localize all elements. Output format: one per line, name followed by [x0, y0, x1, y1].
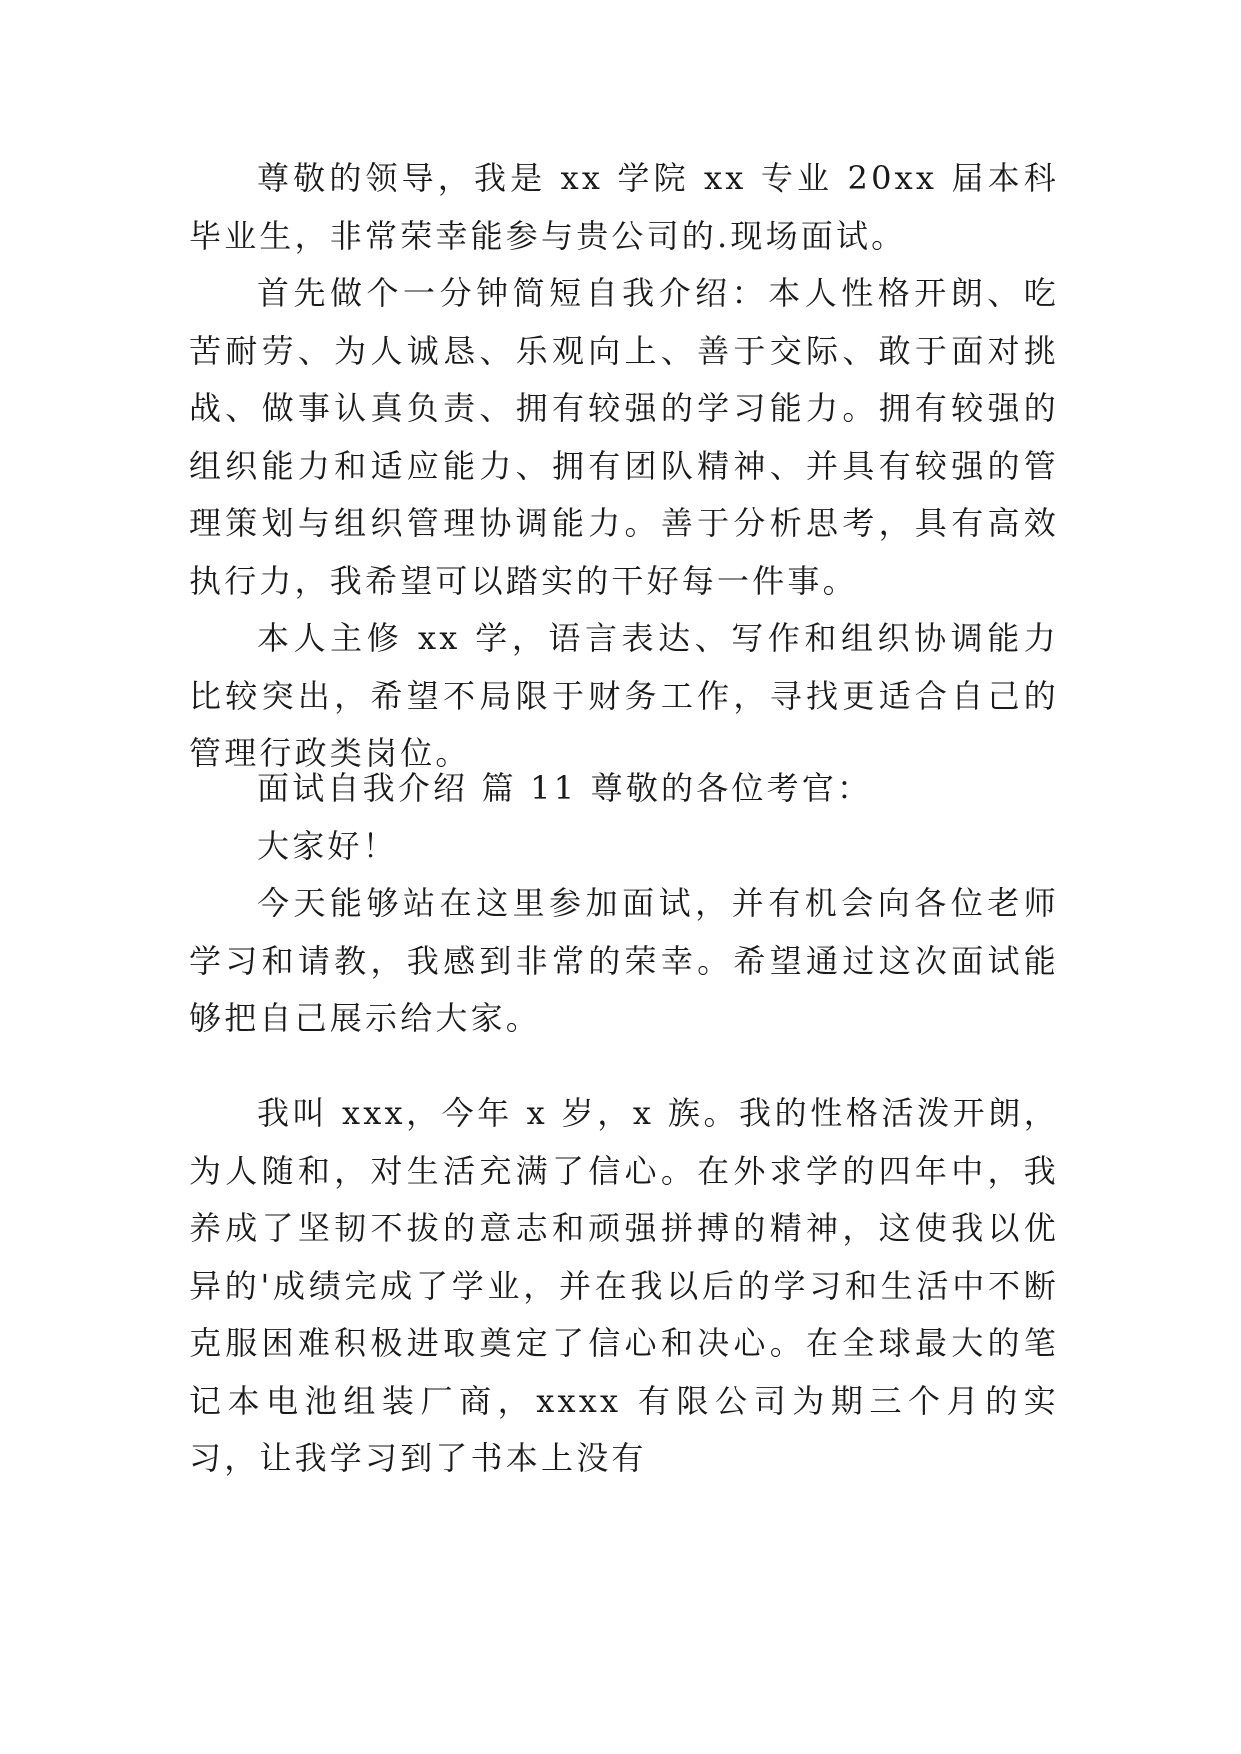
paragraph-self-intro: 首先做个一分钟简短自我介绍：本人性格开朗、吃苦耐劳、为人诚恳、乐观向上、善于交际、敢于面对挑战、做事认真负责、拥有较强的学习能力。拥有较强的组织能力和适应能力、拥有团队精神、并具有较强的管理策划与组织管理协调能力。善于分析思考，具有高效执行力，我希望可以踏实的干好每一件事。	[189, 274, 1059, 600]
paragraph-block-2	[189, 760, 1059, 1048]
paragraph-major: 本人主修 xx 学，语言表达、写作和组织协调能力比较突出，希望不局限于财务工作，寻找更适合自己的管理行政类岗位。	[189, 619, 1059, 772]
paragraph-personal: 我叫 xxx，今年 x 岁，x 族。我的性格活泼开朗，为人随和，对生活充满了信心。在外求学的四年中，我养成了坚韧不拔的意志和顽强拼搏的精神，这使我以优异的'成绩完成了学业，并在我以后的学习和生活中不断克服困难积极进取奠定了信心和决心。在全球最大的笔记本电池组装厂商，xxxx 有限公司为期三个月的实习，让我学习到了书本上没有	[189, 1094, 1059, 1477]
section-heading: 面试自我介绍 篇 11 尊敬的各位考官：	[257, 769, 873, 807]
paragraph-block-1	[189, 150, 1059, 783]
paragraph-opportunity: 今天能够站在这里参加面试，并有机会向各位老师学习和请教，我感到非常的荣幸。希望通过这次面试能够把自己展示给大家。	[189, 884, 1059, 1037]
paragraph-block-3	[189, 1085, 1059, 1488]
paragraph-greeting: 尊敬的领导，我是 xx 学院 xx 专业 20xx 届本科毕业生，非常荣幸能参与贵公司的.现场面试。	[189, 159, 1059, 255]
paragraph-hello: 大家好！	[257, 826, 398, 865]
